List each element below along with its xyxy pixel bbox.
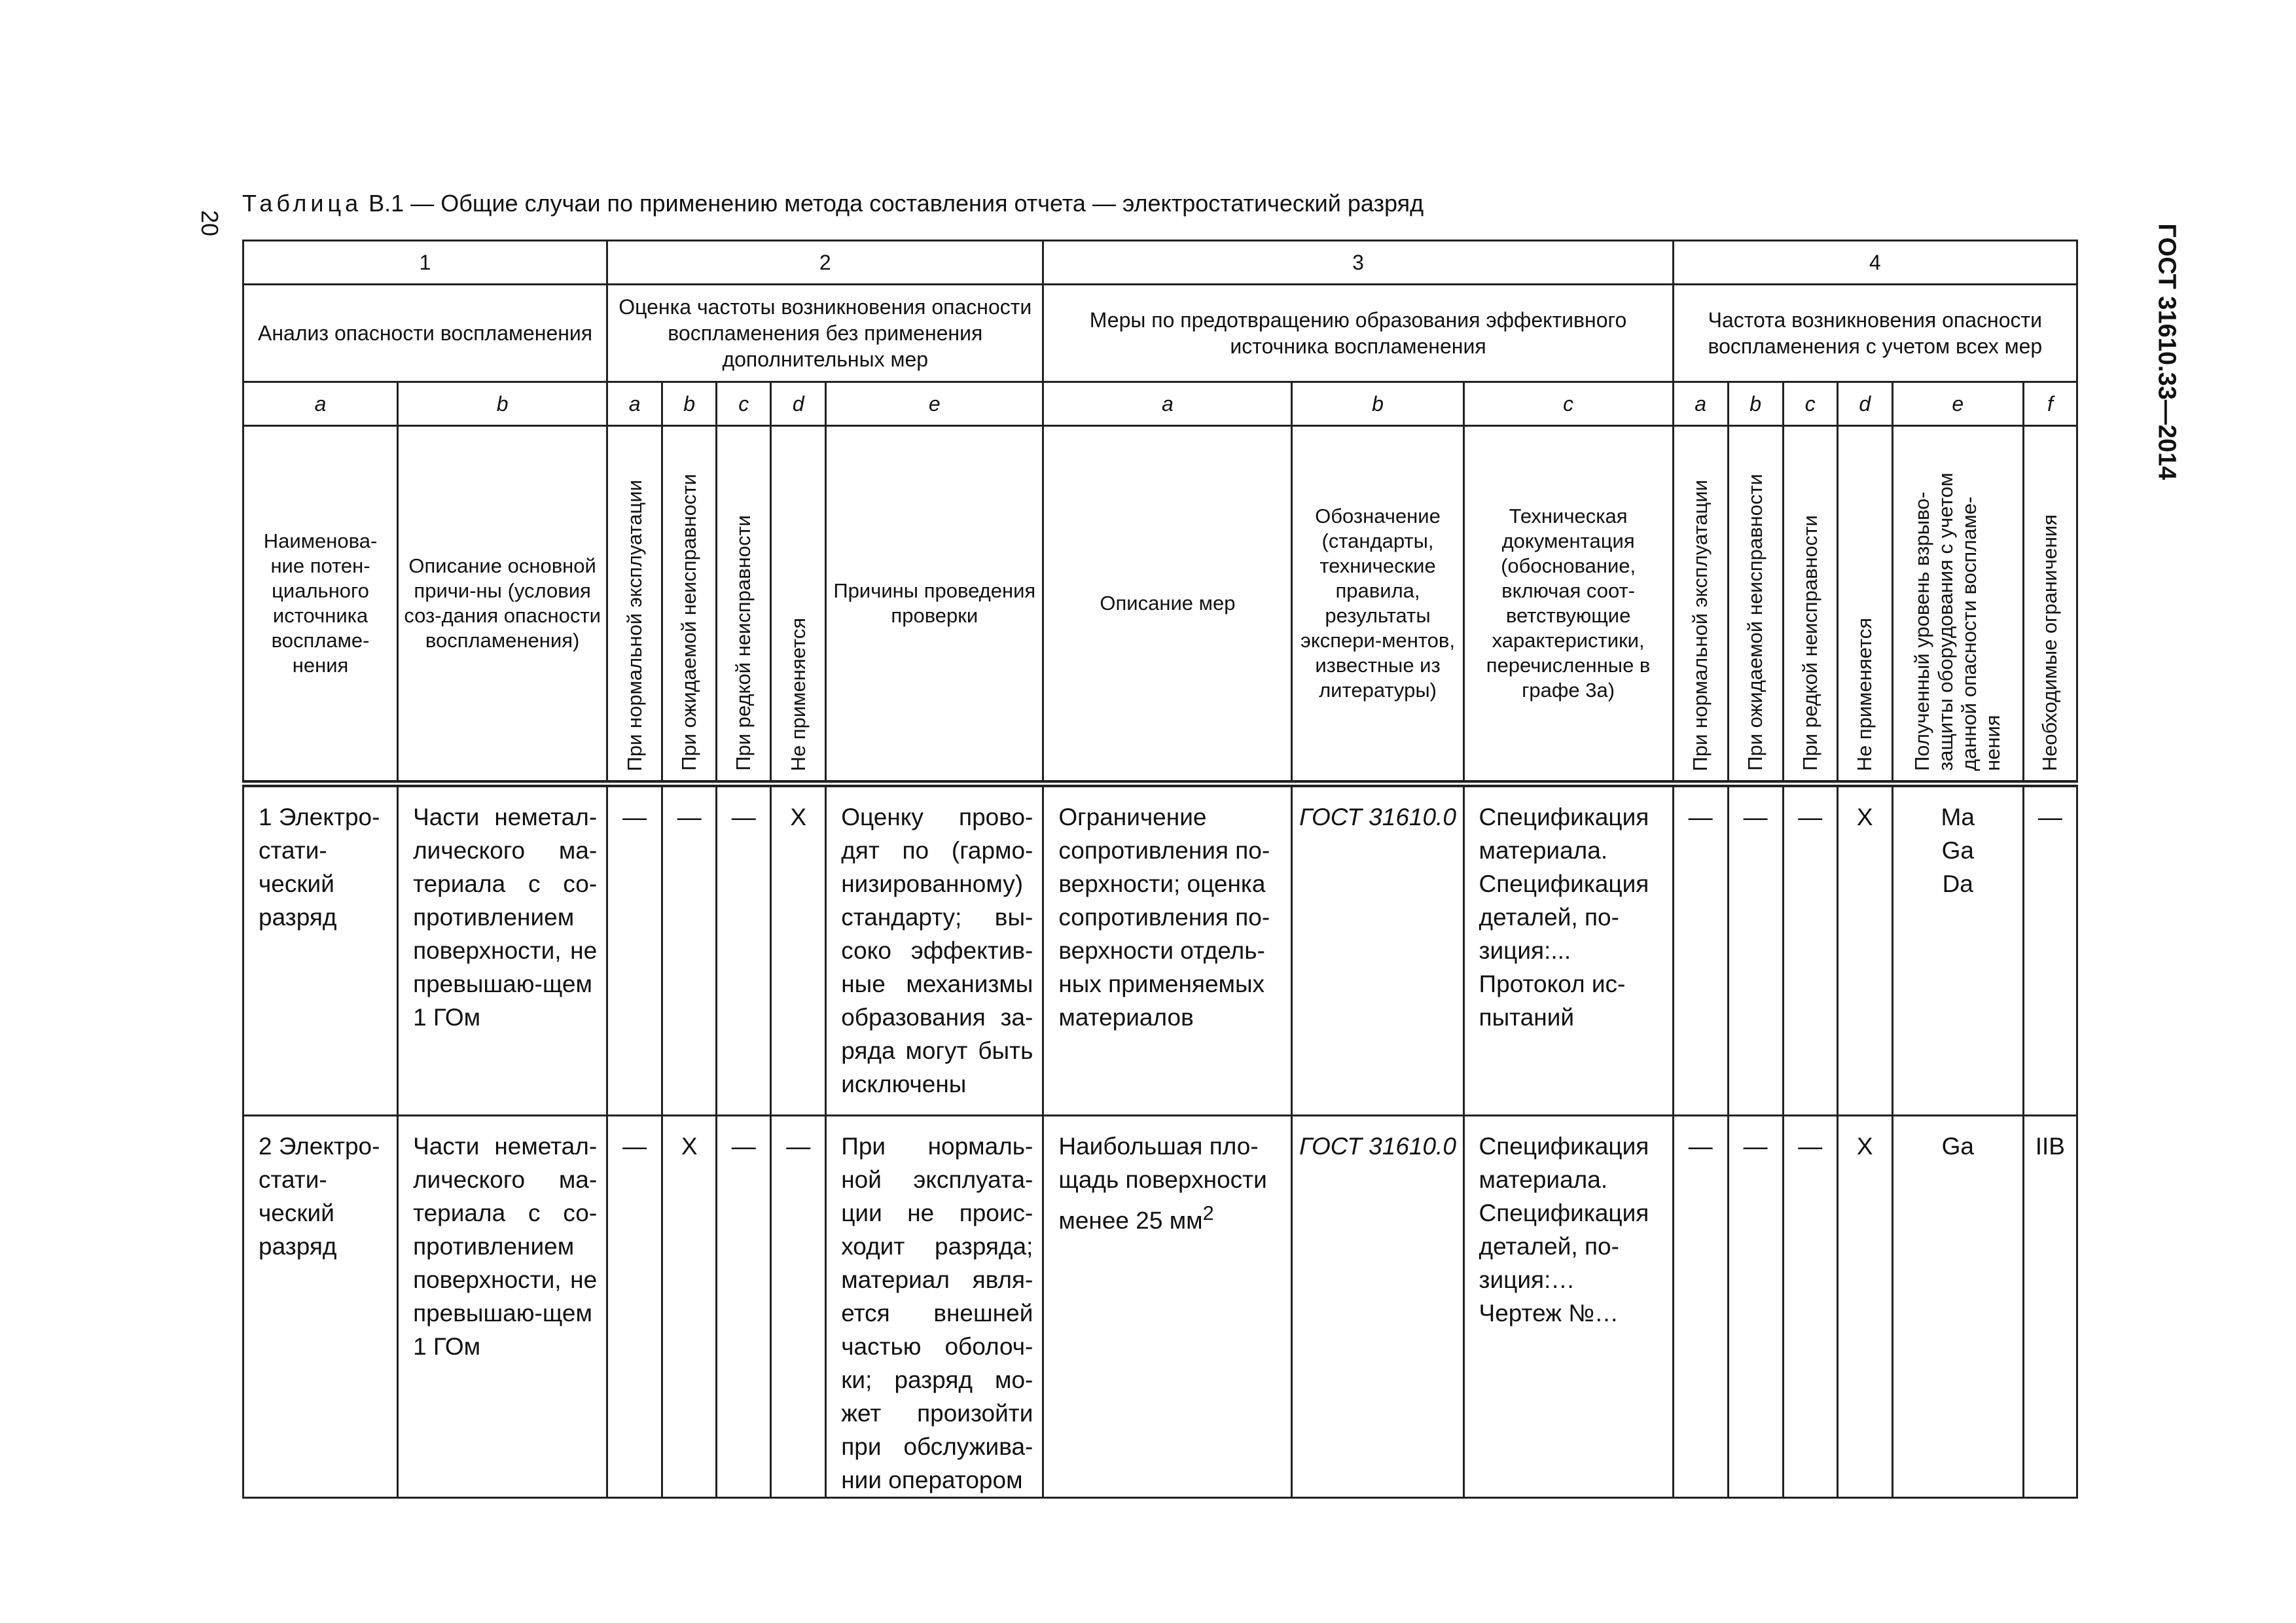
cell-cause-description: Части неметал-лического ма-териала с со-противлением поверхности, не превышаю-щем 1 ГОм: [398, 784, 607, 1116]
cell-expected-malfunction: X: [662, 1116, 717, 1498]
header-required-restrictions: Необходимые ограничения: [2038, 514, 2062, 771]
letter-3b: b: [1292, 382, 1463, 426]
header-4a-cell: [1673, 426, 1728, 784]
header-designation: Обозначение (стандарты, технические правила, результаты экспери-ментов, известные из литературы): [1292, 426, 1463, 784]
cell-not-applicable-final: X: [1837, 784, 1892, 1116]
cell-normal-operation: —: [607, 1116, 662, 1498]
subcolumn-letter-row: [243, 382, 2077, 426]
cell-rare-malfunction: —: [717, 1116, 771, 1498]
letter-4f: f: [2023, 382, 2077, 426]
letter-4d: d: [1837, 382, 1892, 426]
protection-level-value: Ga: [1941, 837, 1974, 864]
header-normal-operation-final: При нормальной эксплуатации: [1689, 479, 1712, 771]
letter-4b: b: [1728, 382, 1783, 426]
cell-expected-malfunction-final: —: [1728, 1116, 1783, 1498]
header-not-applicable-final: Не применяется: [1853, 617, 1876, 771]
letter-2d: d: [771, 382, 826, 426]
cell-normal-operation: —: [607, 784, 662, 1116]
header-check-reasons: Причины проведения проверки: [826, 426, 1043, 784]
col-number-2: 2: [607, 241, 1043, 285]
letter-4a: a: [1673, 382, 1728, 426]
header-measures-description: Описание мер: [1043, 426, 1292, 784]
group-frequency-without-measures: Оценка частоты возникновения опасности воспламенения без применения дополнительных мер: [607, 285, 1043, 382]
letter-1a: a: [243, 382, 398, 426]
cell-not-applicable: —: [771, 1116, 826, 1498]
cell-protection-level: [1892, 1116, 2023, 1498]
ignition-hazard-table: [242, 240, 2078, 1499]
measures-text: Наибольшая пло-щадь поверхности менее 25 мм: [1058, 1133, 1267, 1234]
protection-level-value: Ma: [1941, 804, 1975, 830]
cell-check-reasons: При нормаль-ной эксплуата-ции не проис-ходит разряда; материал явля-ется внешней частью оболоч-ки; разряд мо-жет произойти при обслужива-нии оператором: [826, 1116, 1043, 1498]
header-cause-description: Описание основной причи-ны (условия соз-дания опасности воспламенения): [398, 426, 607, 784]
letter-2a: a: [607, 382, 662, 426]
superscript-two: 2: [1202, 1202, 1214, 1224]
cell-required-restrictions: —: [2023, 784, 2077, 1116]
header-2c-cell: [717, 426, 771, 784]
cell-normal-operation-final: —: [1673, 1116, 1728, 1498]
cell-cause-description: Части неметал-лического ма-териала с со-противлением поверхности, не превышаю-щем 1 ГОм: [398, 1116, 607, 1498]
letter-2b: b: [662, 382, 717, 426]
cell-rare-malfunction-final: —: [1783, 1116, 1837, 1498]
column-header-row: [243, 426, 2077, 784]
letter-4e: e: [1892, 382, 2023, 426]
header-not-applicable: Не применяется: [786, 617, 810, 771]
letter-2e: e: [826, 382, 1043, 426]
caption-text: В.1 — Общие случаи по применению метода составления отчета — электростатический разряд: [362, 190, 1424, 217]
cell-source-name: 2 Электро-стати-ческий разряд: [243, 1116, 398, 1498]
cell-technical-documentation: Спецификация материала. Спецификация деталей, по-зиция:… Чертеж №…: [1463, 1116, 1673, 1498]
cell-source-name: 1 Электро-стати-ческий разряд: [243, 784, 398, 1116]
header-expected-malfunction: При ожидаемой неисправности: [677, 474, 701, 771]
header-rare-malfunction-final: При редкой неисправности: [1798, 515, 1821, 771]
cell-required-restrictions: IIB: [2023, 1116, 2077, 1498]
caption-label: Таблица: [242, 190, 363, 217]
cell-designation: ГОСТ 31610.0: [1292, 784, 1463, 1116]
cell-technical-documentation: Спецификация материала. Спецификация деталей, по-зиция:... Протокол ис-пытаний: [1463, 784, 1673, 1116]
header-2d-cell: [771, 426, 826, 784]
header-4e-cell: [1892, 426, 2023, 784]
letter-3c: c: [1463, 382, 1673, 426]
cell-rare-malfunction-final: —: [1783, 784, 1837, 1116]
col-number-3: 3: [1043, 241, 1673, 285]
letter-1b: b: [398, 382, 607, 426]
header-2a-cell: [607, 426, 662, 784]
cell-expected-malfunction-final: —: [1728, 784, 1783, 1116]
group-header-row: [243, 285, 2077, 382]
cell-measures-description: Ограничение сопротивления по-верхности; оценка сопротивления по-верхности отдель-ных применяемых материалов: [1043, 784, 1292, 1116]
header-4b-cell: [1728, 426, 1783, 784]
header-rare-malfunction: При редкой неисправности: [732, 515, 755, 771]
header-source-name: Наименова-ние потен-циального источника воспламе-нения: [243, 426, 398, 784]
table-caption: [242, 190, 1424, 217]
cell-check-reasons: Оценку прово-дят по (гармо-низированному) стандарту; вы-соко эффектив-ные механизмы образования за-ряда могут быть исключены: [826, 784, 1043, 1116]
table-row: [243, 784, 2077, 1116]
header-4f-cell: [2023, 426, 2077, 784]
group-prevention-measures: Меры по предотвращению образования эффективного источника воспламенения: [1043, 285, 1673, 382]
header-4d-cell: [1837, 426, 1892, 784]
protection-level-value: Da: [1942, 870, 1973, 897]
letter-2c: c: [717, 382, 771, 426]
column-number-row: [243, 241, 2077, 285]
cell-not-applicable-final: X: [1837, 1116, 1892, 1498]
col-number-1: 1: [243, 241, 607, 285]
cell-expected-malfunction: —: [662, 784, 717, 1116]
header-normal-operation: При нормальной эксплуатации: [622, 479, 646, 771]
header-2b-cell: [662, 426, 717, 784]
header-expected-malfunction-final: При ожидаемой неисправности: [1744, 474, 1767, 771]
header-protection-level: Полученный уровень взрыво-защиты оборудования с учетом данной опасности воспламе-нения: [1910, 473, 2005, 771]
group-ignition-analysis: Анализ опасности воспламенения: [243, 285, 607, 382]
header-technical-documentation: Техническая документация (обоснование, включая соот-ветствующие характеристики, перечисленные в графе 3а): [1463, 426, 1673, 784]
cell-designation: ГОСТ 31610.0: [1292, 1116, 1463, 1498]
col-number-4: 4: [1673, 241, 2077, 285]
header-4c-cell: [1783, 426, 1837, 784]
letter-3a: a: [1043, 382, 1292, 426]
protection-level-value: Ga: [1941, 1133, 1974, 1160]
group-frequency-with-measures: Частота возникновения опасности воспламенения с учетом всех мер: [1673, 285, 2077, 382]
letter-4c: c: [1783, 382, 1837, 426]
cell-protection-level: [1892, 784, 2023, 1116]
table-row: [243, 1116, 2077, 1498]
page-number: 20: [196, 209, 224, 237]
document-code: ГОСТ 31610.33—2014: [2153, 223, 2181, 480]
cell-not-applicable: X: [771, 784, 826, 1116]
cell-measures-description: [1043, 1116, 1292, 1498]
cell-rare-malfunction: —: [717, 784, 771, 1116]
cell-normal-operation-final: —: [1673, 784, 1728, 1116]
